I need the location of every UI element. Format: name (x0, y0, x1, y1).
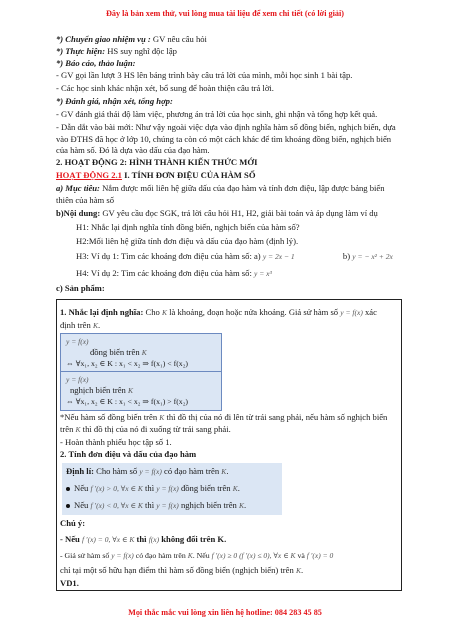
objective-paragraph (56, 183, 401, 206)
theorem-bullet-2: Nếu f ′(x) < 0, ∀x ∈ K thì y = f(x) nghịch biến trên K. (66, 500, 246, 511)
theorem-line: Định lí: Cho hàm số y = f(x) có đạo hàm trên K. (66, 466, 229, 476)
note-2-condition-3: f ′(x) = 0 (306, 551, 334, 560)
graph-note-line-1 (60, 412, 387, 423)
activity-21-heading (56, 170, 256, 180)
report-heading: *) Báo cáo, thảo luận: (56, 58, 136, 68)
perform-label: *) Thực hiện: (56, 46, 106, 56)
note-2-text-2: có đạo hàm trên (133, 551, 188, 560)
increasing-line-1 (66, 336, 89, 347)
assign-task-label: *) Chuyển giao nhiệm vụ : (56, 34, 151, 44)
definition-text-3: xác (362, 307, 377, 317)
bullet-2-if: Nếu (74, 500, 91, 510)
example-1-label: VD1. (60, 578, 79, 588)
function-formula: y = f(x) (139, 467, 162, 476)
report-line-1: - GV gọi lần lượt 3 HS lên bảng trình bày câu trả lời của mình, mỗi học sinh 1 bài tập. (56, 70, 353, 80)
set-k-symbol: K (128, 386, 134, 395)
bullet-1-result: đồng biến trên (178, 483, 233, 493)
bullet-1-then: thì (142, 483, 157, 493)
graph-note-2a: trên (60, 424, 76, 434)
set-k-symbol: K (238, 501, 244, 510)
graph-note-1b: thì đồ thị của nó đi lên từ trái sang phải, nếu hàm số nghịch biến (164, 412, 388, 422)
function-formula: y = f(x) (111, 551, 134, 560)
decreasing-function: y = f(x) (66, 375, 89, 384)
perform-text: HS suy nghĩ độc lập (105, 46, 177, 56)
definition-text-1: Cho (143, 307, 162, 317)
increasing-function: y = f(x) (66, 337, 89, 346)
content-label: b)Nội dung: (56, 208, 101, 218)
lead-in-paragraph: - Dẫn dắt vào bài mới: Như vậy ngoài việc dựa vào định nghĩa hàm số đồng biến, nghịch biến, dựa vào ĐTHS đã học ở lớp 10, chúng ta còn có một cách khác để tìm khoảng đồng biến, nghịch biến của hàm số. Đó là dựa vào dấu của đạo hàm. (56, 122, 396, 155)
decreasing-line-2 (70, 385, 133, 396)
bullet-1-if: Nếu (74, 483, 91, 493)
content-line (56, 208, 378, 218)
perform-line (56, 46, 177, 56)
note-2-condition-1: f ′(x) ≥ 0 (211, 551, 238, 560)
worksheet-note: - Hoàn thành phiếu học tập số 1. (60, 437, 172, 447)
definition-line-1 (60, 307, 377, 318)
assign-task-text: GV nêu câu hỏi (150, 34, 207, 44)
activity-21-title: I. TÍNH ĐƠN ĐIỆU CỦA HÀM SỐ (121, 170, 256, 180)
note-1 (60, 534, 226, 545)
note-2-text-4: chỉ tại một số hữu hạn điểm thì hàm số đồng biến (nghịch biến) trên (60, 565, 296, 575)
note-1-function: f(x) (148, 535, 160, 544)
note-1-result: không đổi trên K. (159, 534, 227, 544)
increasing-label: đồng biến trên (90, 347, 142, 357)
function-formula: y = f(x) (340, 308, 363, 317)
bullet-2-result: nghịch biến trên (178, 500, 239, 510)
note-2-and: và (295, 551, 307, 560)
increasing-implication: ⇔ ∀x₁, x₂ ∈ K : x₁ < x₂ ⇒ f(x₁) < f(x₂) (66, 359, 189, 368)
decreasing-line-1 (66, 374, 89, 385)
function-formula: y = f(x) (156, 501, 179, 510)
set-k-symbol: K (141, 348, 147, 357)
question-h4-text: H4: Ví dụ 2: Tìm các khoảng đơn điệu của hàm số: (76, 268, 252, 278)
activity-2-heading: 2. HOẠT ĐỘNG 2: HÌNH THÀNH KIẾN THỨC MỚI (56, 157, 258, 167)
preview-banner: Đây là bản xem thử, vui lòng mua tài liệu để xem chi tiết (có lời giải) (105, 9, 344, 18)
note-2-line-1 (60, 551, 333, 561)
decreasing-implication: ⇔ ∀x₁, x₂ ∈ K : x₁ < x₂ ⇒ f(x₁) > f(x₂) (66, 397, 189, 406)
note-1-if: - Nếu (60, 534, 82, 544)
set-k-symbol: K (221, 467, 227, 476)
question-h4 (76, 268, 272, 279)
graph-note-line-2 (60, 424, 231, 435)
increasing-line-2 (90, 347, 147, 358)
note-heading: Chú ý: (60, 518, 86, 528)
evaluate-line: - GV đánh giá thái độ làm việc, phương án trả lời của học sinh, ghi nhận và tổng hợp kết quả. (56, 109, 378, 119)
graph-note-1a: *Nếu hàm số đồng biến trên (60, 412, 160, 422)
example-1b-label: b) (342, 251, 351, 261)
content-text: GV yêu cầu đọc SGK, trả lời câu hỏi H1, H2, giải bài toán và áp dụng làm ví dụ (100, 208, 378, 218)
set-k-symbol: K (92, 321, 98, 330)
graph-note-2b: thì đồ thị của nó đi xuống từ trái sang phải. (80, 424, 231, 434)
example-2-formula: y = x³ (254, 269, 272, 278)
example-1a-formula: y = 2x − 1 (262, 252, 295, 261)
note-2-text-1: - Giả sử hàm số (60, 551, 112, 560)
definition-on-text: định trên (60, 320, 93, 330)
activity-21-tag: HOẠT ĐỘNG 2.1 (56, 170, 122, 180)
bullet-1-condition: f ′(x) > 0, ∀x ∈ K (90, 484, 143, 493)
derivative-section-title: 2. Tính đơn điệu và dấu của đạo hàm (60, 449, 197, 459)
definition-text-2: là khoảng, đoạn hoặc nửa khoảng. Giả sử hàm số (166, 307, 341, 317)
note-2-line-2: chỉ tại một số hữu hạn điểm thì hàm số đồng biến (nghịch biến) trên K. (60, 565, 304, 575)
function-formula: y = f(x) (156, 484, 179, 493)
question-h3-text: H3: Ví dụ 1: Tìm các khoảng đơn điệu của hàm số: a) (76, 251, 261, 261)
set-k-symbol: K (159, 413, 165, 422)
set-k-symbol: K (161, 308, 167, 317)
bullet-icon (66, 487, 70, 491)
evaluate-heading: *) Đánh giá, nhận xét, tổng hợp: (56, 96, 173, 106)
question-h2: H2:Mối liên hệ giữa tính đơn điệu và dấu của đạo hàm (định lý). (76, 236, 299, 246)
objective-label: a) Mục tiêu: (56, 183, 100, 193)
report-line-2: - Các học sinh khác nhận xét, bổ sung để hoàn thiện câu trả lời. (56, 83, 274, 93)
definition-title: 1. Nhắc lại định nghĩa: (60, 307, 144, 317)
note-1-condition: f ′(x) = 0, ∀x ∈ K (81, 535, 135, 544)
assign-task-line (56, 34, 207, 44)
note-2-text-3: . Nếu (192, 551, 212, 560)
question-h1: H1: Nhắc lại định nghĩa tính đồng biến, nghịch biến của hàm số? (76, 222, 300, 232)
objective-text: Nắm được mối liên hệ giữa dấu của đạo hàm và tính đơn điệu, lập được bảng biến thiên của hàm số (56, 183, 385, 205)
set-k-symbol: K (295, 566, 301, 575)
set-k-symbol: K (232, 484, 238, 493)
note-2-condition-2: (f ′(x) ≤ 0), ∀x ∈ K (239, 551, 296, 560)
hotline-footer: Mọi thắc mắc vui lòng xin liên hệ hotline: 084 283 45 85 (128, 608, 322, 617)
set-k-symbol: K (187, 551, 193, 560)
bullet-2-then: thì (142, 500, 157, 510)
bullet-icon (66, 504, 70, 508)
question-h3 (76, 251, 393, 262)
note-1-then: thì (134, 534, 149, 544)
theorem-text-1: Cho hàm số (93, 466, 140, 476)
product-heading: c) Sản phẩm: (56, 283, 105, 293)
decreasing-label: nghịch biến trên (70, 385, 128, 395)
bullet-2-condition: f ′(x) < 0, ∀x ∈ K (90, 501, 143, 510)
theorem-label: Định lí: (66, 466, 94, 476)
definition-line-2: định trên K. (60, 320, 101, 330)
set-k-symbol: K (75, 425, 81, 434)
theorem-text-2: có đạo hàm trên (161, 466, 222, 476)
example-1b-formula: y = − x² + 2x (352, 252, 393, 261)
theorem-bullet-1: Nếu f ′(x) > 0, ∀x ∈ K thì y = f(x) đồng biến trên K. (66, 483, 240, 494)
